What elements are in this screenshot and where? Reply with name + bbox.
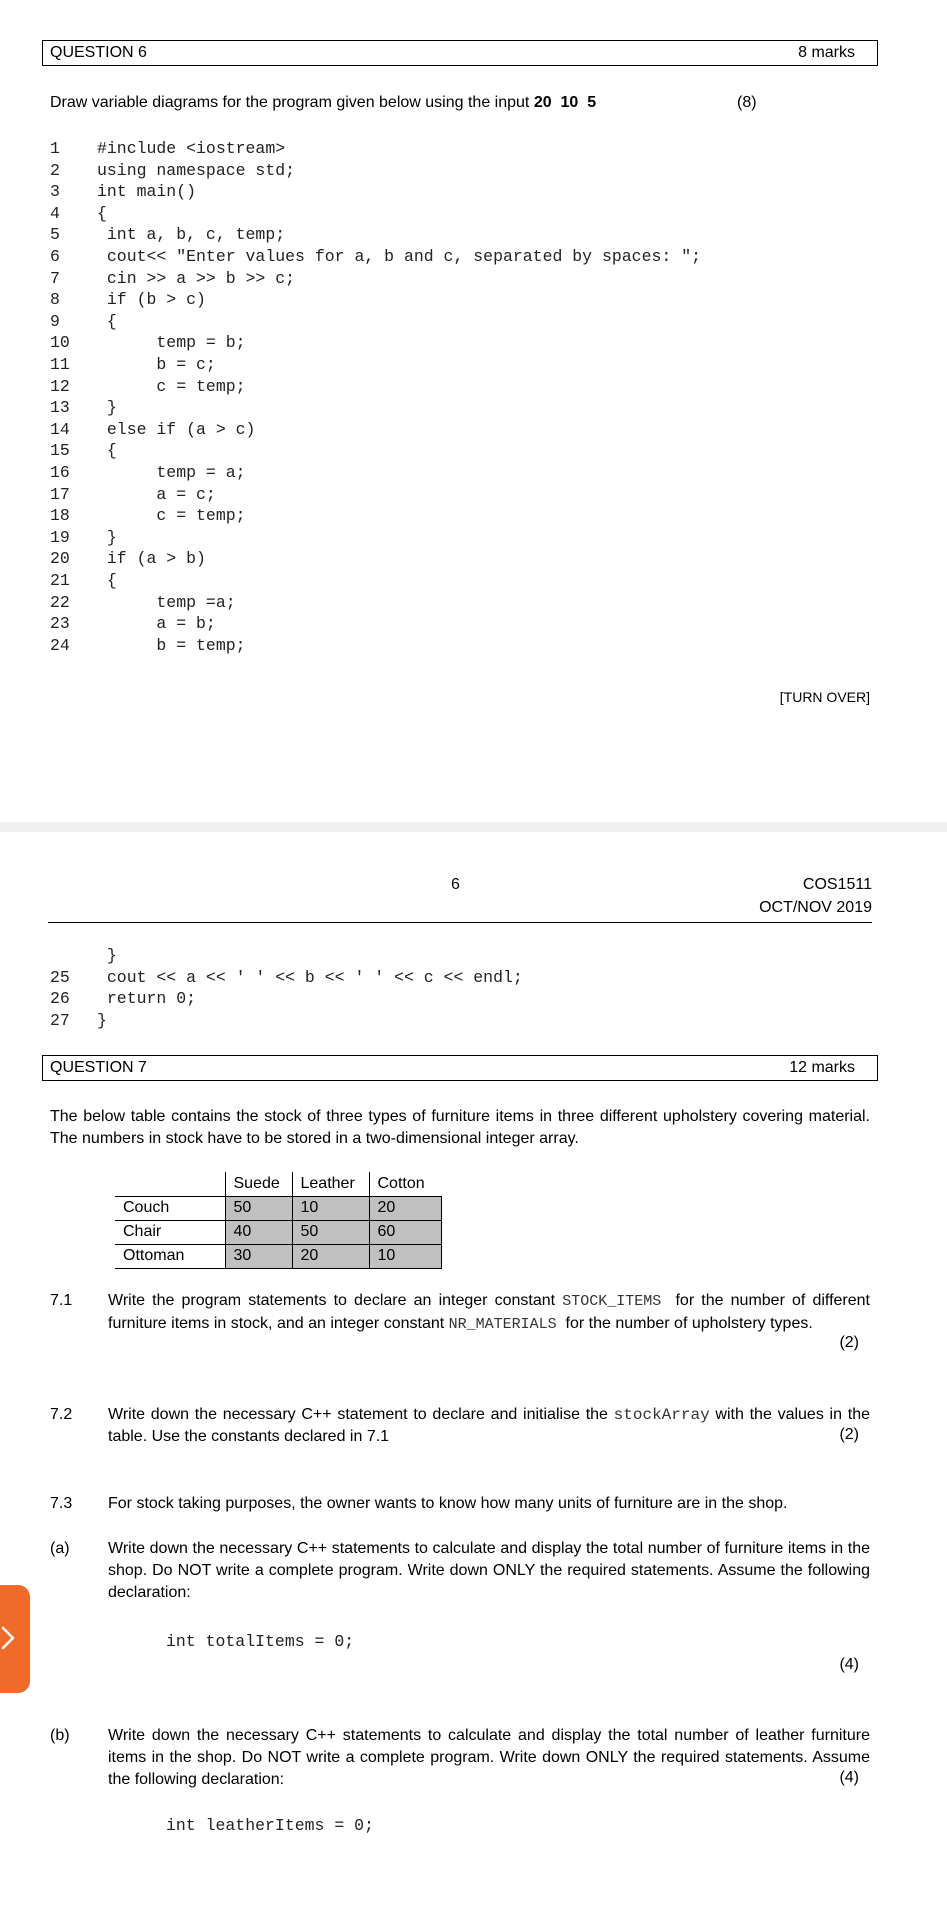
q73b-declaration: int leatherItems = 0; (166, 1816, 374, 1835)
question-7-intro: The below table contains the stock of three types of furniture items in three different upholstery covering material. The numbers in stock have to be stored in a two-dimensional integer array. (50, 1108, 870, 1147)
q73a-text: Write down the necessary C++ statements to calculate and display the total number of furniture items in the shop. Do NOT write a complete program. Write down ONLY the required statements. Assume the following declaration: (108, 1540, 870, 1601)
header-rule (48, 922, 872, 923)
code-line-number: 21 (50, 571, 70, 590)
code-line-number: 14 (50, 419, 70, 439)
q72-text-1: Write down the necessary C++ statement to declare and initialise the (108, 1406, 614, 1423)
code-line-text: { (97, 203, 107, 223)
code-line-number: 13 (50, 398, 70, 418)
code-line-text: cout<< "Enter values for a, b and c, separated by spaces: "; (97, 247, 701, 266)
code-line-text: c = temp; (97, 506, 246, 526)
stock-cell: 30 (225, 1244, 292, 1268)
code-line-number: 10 (50, 333, 70, 353)
stock-row-label: Couch (115, 1196, 225, 1220)
code-line-number: 22 (50, 592, 70, 612)
code-line (0, 484, 947, 506)
stock-table-header: Cotton (369, 1172, 441, 1196)
code-line (0, 246, 947, 268)
q71-text-3: for the number of upholstery types. (556, 1315, 813, 1332)
code-line-text: else if (a > c) (97, 419, 256, 439)
code-line (0, 203, 947, 225)
stock-cell: 40 (225, 1220, 292, 1244)
code-line (0, 311, 947, 333)
code-line-text: cin >> a >> b >> c; (97, 268, 296, 288)
code-line-number: 26 (50, 989, 70, 1009)
code-line-number: 4 (50, 203, 60, 223)
code-line-number: 23 (50, 614, 70, 634)
code-line (0, 548, 947, 570)
code-line (0, 354, 947, 376)
code-line-text: } (97, 527, 117, 547)
code-line-text: a = b; (97, 614, 216, 634)
code-line (0, 988, 947, 1010)
stock-cell: 10 (369, 1244, 441, 1268)
code-line-text: } (97, 398, 117, 418)
stock-table-corner (115, 1172, 225, 1196)
page-break (0, 822, 947, 832)
code-line (0, 224, 947, 246)
code-line (0, 138, 947, 160)
code-line-number: 6 (50, 247, 60, 266)
stock-cell: 60 (369, 1220, 441, 1244)
q71-const-nr-materials: NR_MATERIALS (448, 1316, 557, 1333)
q72-text (108, 1404, 870, 1448)
code-line-text: } (97, 946, 117, 965)
page-number: 6 (451, 876, 460, 893)
code-line-number: 8 (50, 290, 60, 310)
code-line-text: temp = b; (97, 333, 246, 353)
q73-text: For stock taking purposes, the owner wants to know how many units of furniture are in the shop. (108, 1495, 788, 1512)
stock-table-row (115, 1196, 441, 1220)
stock-row-label: Chair (115, 1220, 225, 1244)
question-7-header (42, 1055, 878, 1081)
question-7-marks: 12 marks (789, 1059, 855, 1076)
stock-table-header: Leather (292, 1172, 369, 1196)
code-line (0, 462, 947, 484)
stock-row-label: Ottoman (115, 1244, 225, 1268)
code-line-number: 2 (50, 160, 60, 180)
question-7-title: QUESTION 7 (50, 1059, 147, 1076)
q73-number: 7.3 (50, 1495, 73, 1512)
code-listing-part-2 (0, 945, 947, 1035)
stock-table-header-row (115, 1172, 441, 1196)
code-line-text: { (97, 571, 117, 590)
code-line (0, 592, 947, 614)
code-line-text: if (b > c) (97, 290, 206, 310)
code-line (0, 570, 947, 592)
prompt-input-values: 20 10 5 (533, 94, 597, 111)
course-code: COS1511 (802, 876, 872, 893)
stock-table (115, 1172, 442, 1269)
q73a-number: (a) (50, 1540, 70, 1557)
code-line-text: int main() (97, 182, 197, 202)
code-line-number: 5 (50, 225, 60, 245)
stock-cell: 10 (292, 1196, 369, 1220)
code-line-text: cout << a << ' ' << b << ' ' << c << endl; (97, 967, 523, 987)
q71-number: 7.1 (50, 1292, 73, 1309)
question-6-prompt (50, 92, 596, 114)
code-line-text: { (97, 441, 117, 461)
code-line (0, 440, 947, 462)
code-line-text: a = c; (97, 484, 216, 504)
code-line-text: return 0; (97, 989, 197, 1009)
code-line-text: b = c; (97, 355, 216, 374)
code-listing-part-1 (0, 138, 947, 678)
prompt-text: Draw variable diagrams for the program given below using the input (50, 94, 534, 111)
stock-cell: 50 (292, 1220, 369, 1244)
q73a-declaration: int totalItems = 0; (166, 1632, 355, 1651)
q72-marks: (2) (839, 1426, 859, 1443)
code-line-number: 7 (50, 268, 60, 288)
stock-table-row (115, 1220, 441, 1244)
code-line-number: 12 (50, 376, 70, 396)
code-line-number: 16 (50, 463, 70, 482)
code-line (0, 289, 947, 311)
q71-const-stock-items: STOCK_ITEMS (562, 1293, 662, 1310)
question-6-header (42, 40, 878, 66)
stock-cell: 20 (369, 1196, 441, 1220)
code-line-text: b = temp; (97, 635, 246, 655)
code-line (0, 945, 947, 967)
q71-text-2: for the number of different furniture items in stock, and an integer constant (108, 1292, 875, 1332)
code-line-text: int a, b, c, temp; (97, 225, 286, 245)
q73b-number: (b) (50, 1727, 70, 1744)
code-line-text: temp =a; (97, 592, 236, 612)
question-6-prompt-marks: (8) (737, 94, 757, 111)
code-line-text: temp = a; (97, 463, 246, 482)
code-line (0, 160, 947, 182)
code-line-number: 27 (50, 1010, 70, 1030)
code-line-number: 11 (50, 355, 70, 374)
code-line (0, 505, 947, 527)
code-line-number: 19 (50, 527, 70, 547)
code-line (0, 419, 947, 441)
code-line (0, 635, 947, 657)
code-line-number: 17 (50, 484, 70, 504)
code-line-number: 1 (50, 139, 60, 158)
code-line (0, 613, 947, 635)
code-line (0, 397, 947, 419)
q72-stock-array: stockArray (613, 1406, 710, 1424)
q73a-marks: (4) (839, 1656, 859, 1673)
code-line (0, 376, 947, 398)
chevron-right-icon (0, 1625, 16, 1651)
stock-table-header: Suede (225, 1172, 292, 1196)
q72-text-2: with the values in the table. Use the constants declared in 7.1 (108, 1406, 870, 1445)
code-line-number: 20 (50, 549, 70, 569)
code-line-number: 24 (50, 635, 70, 655)
q73b-marks: (4) (839, 1769, 859, 1786)
code-line-text: #include <iostream> (97, 139, 286, 158)
q73b-text: Write down the necessary C++ statements to calculate and display the total number of leather furniture items in the shop. Do NOT write a complete program. Write down ONLY the required statements. Assume the following declaration: (108, 1727, 870, 1788)
code-line-text: { (97, 311, 117, 331)
code-line-number: 25 (50, 967, 70, 987)
code-line (0, 967, 947, 989)
code-line-number: 15 (50, 441, 70, 461)
code-line-text: if (a > b) (97, 549, 206, 569)
code-line-number: 3 (50, 182, 60, 202)
code-line-number: 9 (50, 311, 60, 331)
stock-cell: 50 (225, 1196, 292, 1220)
question-6-marks: 8 marks (798, 44, 855, 61)
code-line-text: } (97, 1010, 107, 1030)
stock-table-row (115, 1244, 441, 1268)
code-line (0, 268, 947, 290)
turn-over-note: [TURN OVER] (779, 689, 870, 705)
question-6-title: QUESTION 6 (50, 44, 147, 61)
q71-text (108, 1290, 875, 1336)
code-line (0, 181, 947, 203)
q71-text-1: Write the program statements to declare an integer constant (108, 1292, 563, 1309)
side-panel-tab[interactable] (0, 1585, 30, 1693)
exam-date: OCT/NOV 2019 (759, 899, 872, 916)
stock-cell: 20 (292, 1244, 369, 1268)
code-line (0, 527, 947, 549)
code-line-text: c = temp; (97, 376, 246, 396)
code-line (0, 1010, 947, 1032)
code-line-text: using namespace std; (97, 160, 296, 180)
code-line-number: 18 (50, 506, 70, 526)
q72-number: 7.2 (50, 1406, 73, 1423)
q71-marks: (2) (839, 1334, 859, 1351)
code-line (0, 332, 947, 354)
